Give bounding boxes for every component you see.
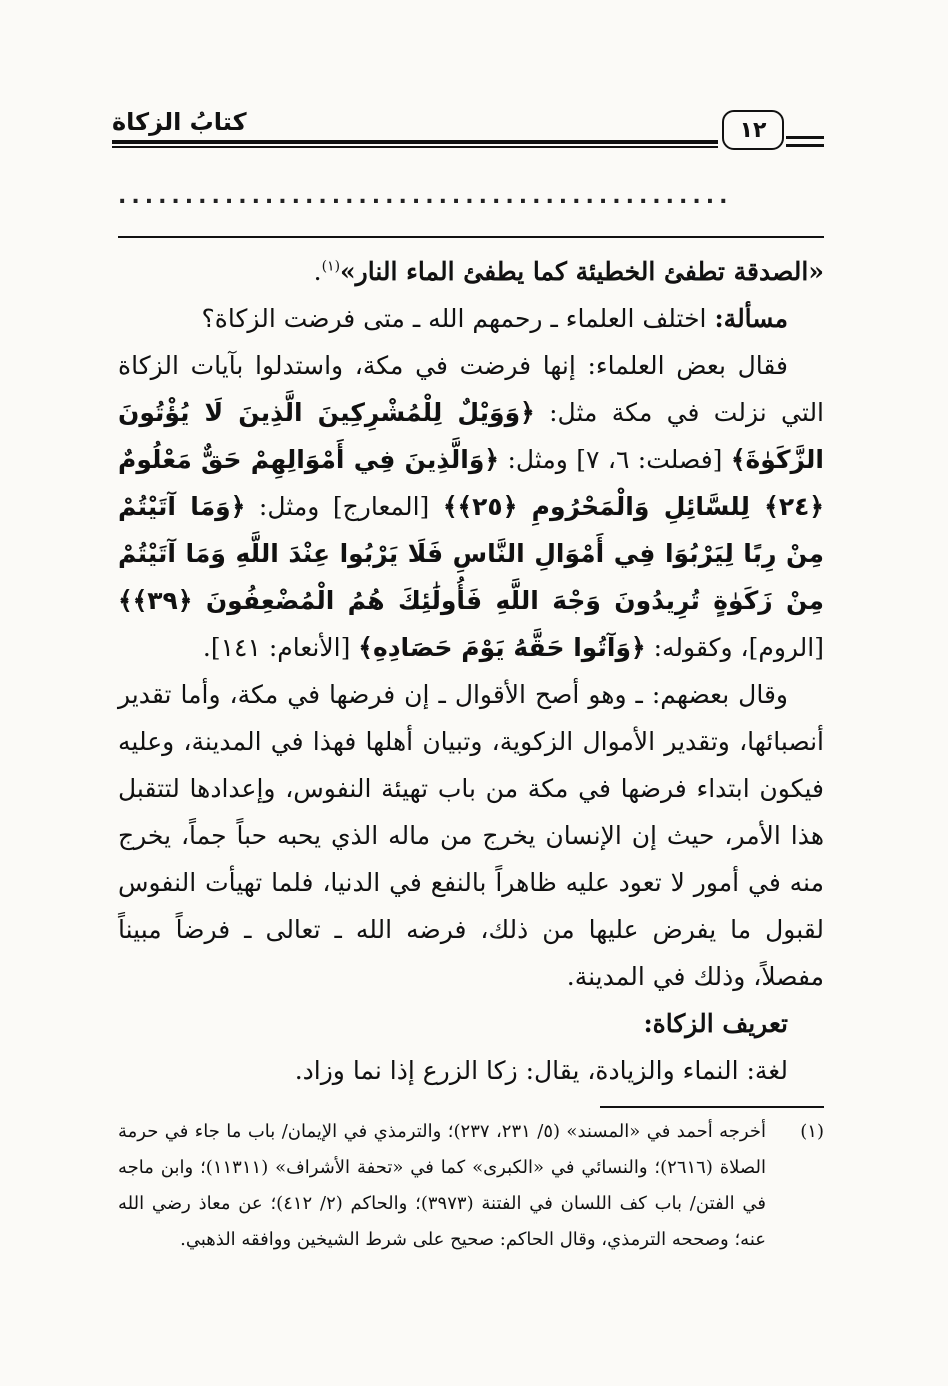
question-paragraph bbox=[118, 295, 824, 342]
footnote-number: (١) bbox=[800, 1121, 824, 1142]
footnote bbox=[118, 1114, 824, 1258]
question-text: اختلف العلماء ـ رحمهم الله ـ متى فرضت الزكاة؟ bbox=[201, 304, 715, 333]
footnote-text: أخرجه أحمد في «المسند» (٥/ ٢٣١، ٢٣٧)؛ والترمذي في الإيمان/ باب ما جاء في حرمة الصلاة (٢٦١٦)؛ والنسائي في «الكبرى» كما في «تحفة الأشراف» (١١٣١١)؛ وابن ماجه في الفتن/ باب كف اللسان في الفتنة (٣٩٧٣)؛ والحاكم (٢/ ٤١٢)؛ عن معاذ رضي الله عنه؛ وصححه الترمذي، وقال الحاكم: صحيح على شرط الشيخين ووافقه الذهبي. bbox=[118, 1121, 767, 1250]
hadith-end: . bbox=[313, 257, 322, 286]
verse-reference: [الروم]، وكقوله: bbox=[645, 633, 824, 662]
header-rule-right-top bbox=[786, 136, 824, 139]
header-rule-right-bottom bbox=[786, 144, 824, 147]
section-heading: تعريف الزكاة: bbox=[643, 1009, 788, 1038]
quran-verse: ﴿وَالَّذِينَ فِي أَمْوَالِهِمْ حَقٌّ مَعْلُومٌ ﴿٢٤﴾ لِلسَّائِلِ وَالْمَحْرُومِ ﴿٢٥﴾﴾ bbox=[118, 445, 824, 521]
separator-rule bbox=[118, 236, 824, 238]
p1-text: فقال بعض العلماء: إنها فرضت في مكة، واستدلوا بآيات الزكاة التي نزلت في مكة مثل: bbox=[118, 351, 825, 427]
footnote-marker: (١) bbox=[321, 258, 341, 275]
main-text bbox=[118, 248, 824, 1094]
verse-reference: [المعارج] ومثل: bbox=[245, 492, 443, 521]
page-number: ١٢ bbox=[722, 110, 784, 150]
hadith-paragraph bbox=[118, 248, 824, 295]
second-opinion-paragraph: وقال بعضهم: ـ وهو أصح الأقوال ـ إن فرضها في مكة، وأما تقدير أنصبائها، وتقدير الأموال الزكوية، وتبيان أهلها فهذا في المدينة، وعليه فيكون ابتداء فرضها في مكة من باب تهيئة النفوس، وإعدادها لتتقبل هذا الأمر، حيث إن الإنسان يخرج من ماله الذي يحبه حباً جماً، يخرج منه في أمور لا تعود عليه ظاهراً بالنفع في الدنيا، فلما تهيأت النفوس لقبول ما يفرض عليها من ذلك، فرضه الله ـ تعالى ـ فرضاً مبيناً مفصلاً، وذلك في المدينة. bbox=[118, 680, 824, 991]
first-opinion-paragraph bbox=[118, 342, 824, 671]
verse-reference: [فصلت: ٦، ٧] ومثل: bbox=[499, 445, 731, 474]
header-rule-thick bbox=[112, 140, 718, 144]
omission-dots: .............................................. bbox=[118, 184, 733, 209]
footnote-rule bbox=[600, 1106, 824, 1108]
definition-line: لغة: النماء والزيادة، يقال: زكا الزرع إذا نما وزاد. bbox=[294, 1056, 788, 1085]
hadith-quote: «الصدقة تطفئ الخطيئة كما يطفئ الماء النار» bbox=[340, 257, 824, 286]
book-title: كتابُ الزكاة bbox=[112, 108, 247, 136]
quran-verse: ﴿وَمَا آتَيْتُمْ مِنْ رِبًا لِيَرْبُوَا فِي أَمْوَالِ النَّاسِ فَلَا يَرْبُوا عِنْدَ اللَّهِ وَمَا آتَيْتُمْ مِنْ زَكَوٰةٍ تُرِيدُونَ وَجْهَ اللَّهِ فَأُولَٰئِكَ هُمُ الْمُضْعِفُونَ ﴿٣٩﴾﴾ bbox=[118, 492, 824, 615]
running-header bbox=[112, 104, 824, 158]
question-label: مسألة: bbox=[714, 304, 788, 333]
quran-verse: ﴿وَوَيْلٌ لِلْمُشْرِكِينَ الَّذِينَ لَا يُؤْتُونَ الزَّكَوٰةَ﴾ bbox=[118, 398, 825, 474]
quran-verse: ﴿وَآتُوا حَقَّهُ يَوْمَ حَصَادِهِ﴾ bbox=[358, 633, 646, 662]
verse-reference: [الأنعام: ١٤١]. bbox=[202, 633, 359, 662]
header-rule-thin bbox=[112, 146, 718, 148]
